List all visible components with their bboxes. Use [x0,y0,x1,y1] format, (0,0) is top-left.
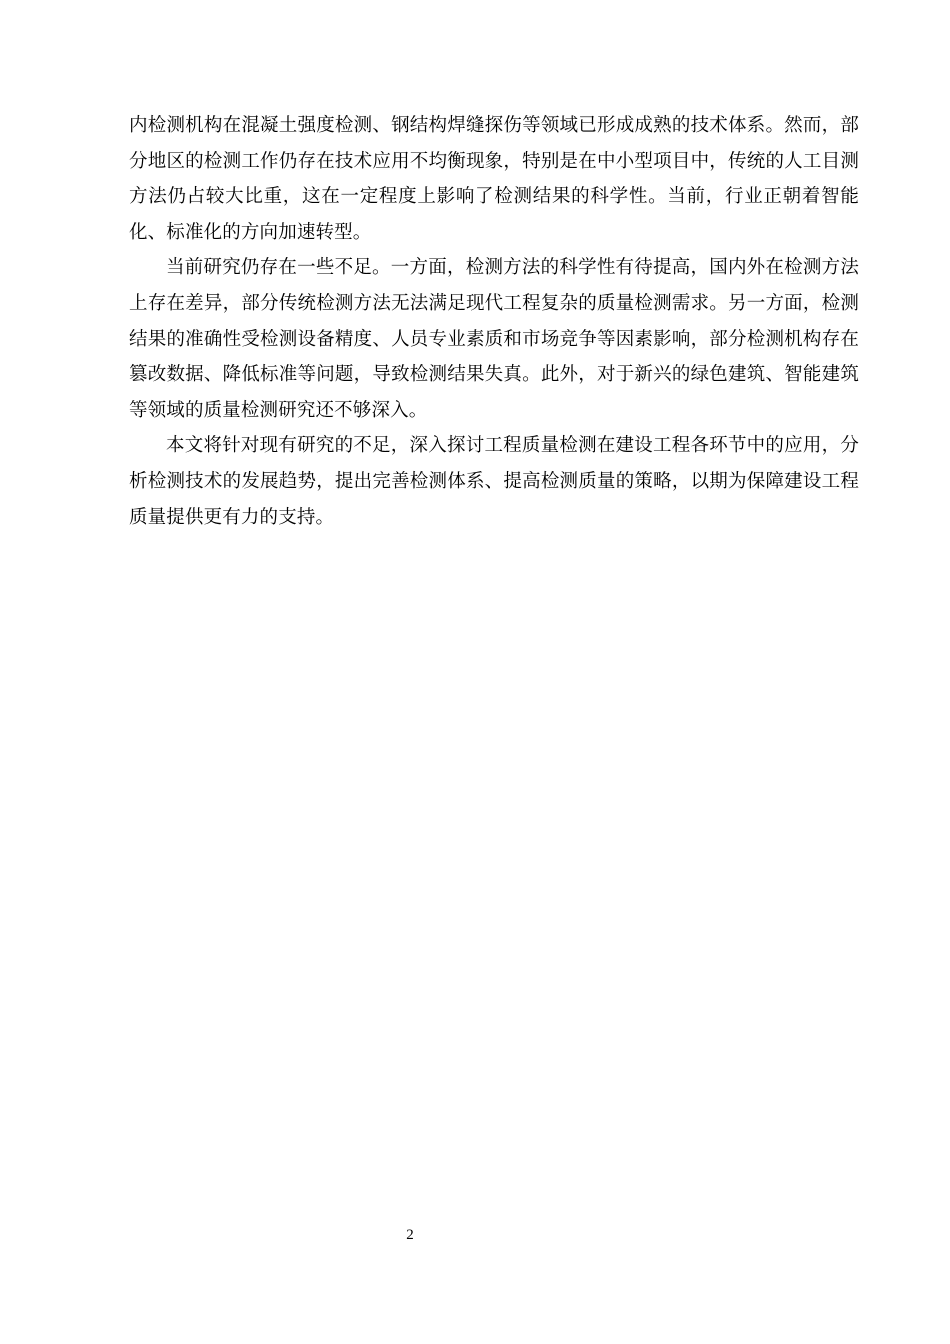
paragraph-paper-aim: 本文将针对现有研究的不足，深入探讨工程质量检测在建设工程各环节中的应用，分析检测技术的发展趋势，提出完善检测体系、提高检测质量的策略，以期为保障建设工程质量提供更有力的支持。 [129,435,859,528]
paragraph-research-gaps: 当前研究仍存在一些不足。一方面，检测方法的科学性有待提高，国内外在检测方法上存在差异，部分传统检测方法无法满足现代工程复杂的质量检测需求。另一方面，检测结果的准确性受检测设备精度、人员专业素质和市场竞争等因素影响，部分检测机构存在篡改数据、降低标准等问题，导致检测结果失真。此外，对于新兴的绿色建筑、智能建筑等领域的质量检测研究还不够深入。 [129,257,859,421]
document-body [129,108,859,535]
page-number: 2 [406,1227,414,1243]
paragraph-continuation: 内检测机构在混凝土强度检测、钢结构焊缝探伤等领域已形成成熟的技术体系。然而，部分地区的检测工作仍存在技术应用不均衡现象，特别是在中小型项目中，传统的人工目测方法仍占较大比重，这在一定程度上影响了检测结果的科学性。当前，行业正朝着智能化、标准化的方向加速转型。 [129,115,859,243]
